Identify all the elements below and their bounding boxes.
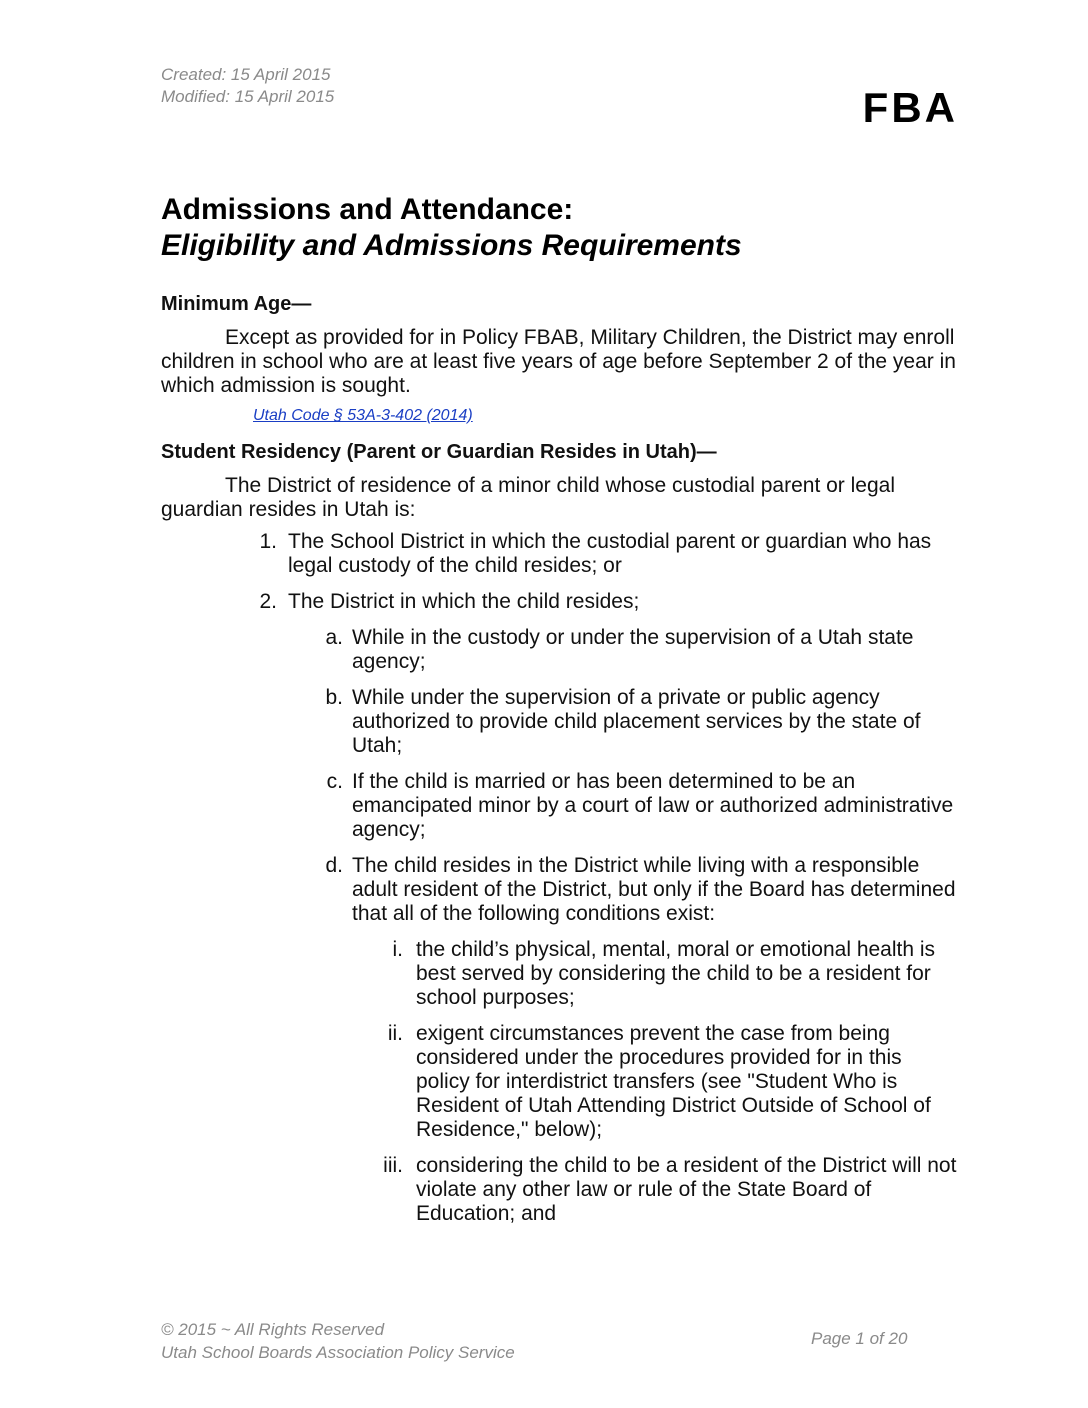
list-item-letter: d.	[325, 854, 343, 877]
page-title	[161, 192, 742, 264]
utah-code-link[interactable]: Utah Code § 53A-3-402 (2014)	[253, 407, 473, 424]
list-item-text: The child resides in the District while living with a responsible adult resident of the District, but only if the Board has determined that all of the following conditions exist:	[352, 854, 956, 925]
list-item-text: If the child is married or has been determined to be an emancipated minor by a court of law or authorized administrative agency;	[352, 770, 954, 841]
section-heading-residency: Student Residency (Parent or Guardian Resides in Utah)—	[161, 441, 717, 463]
list-item-text: The District in which the child resides;	[288, 590, 640, 613]
title-main: Admissions and Attendance:	[161, 193, 574, 226]
list-item-text: The School District in which the custodial parent or guardian who has legal custody of the child resides; or	[288, 530, 932, 577]
paragraph-residency: The District of residence of a minor child whose custodial parent or legal guardian resides in Utah is:	[161, 474, 895, 521]
list-item-roman: i.	[392, 938, 403, 961]
list-item-text: While in the custody or under the supervision of a Utah state agency;	[352, 626, 914, 673]
page-number: Page 1 of 20	[811, 1329, 908, 1348]
document-metadata	[161, 64, 334, 108]
list-item	[161, 854, 961, 926]
list-item	[161, 686, 961, 758]
footer-copyright	[161, 1318, 515, 1364]
section-heading-minimum-age: Minimum Age—	[161, 293, 312, 315]
list-item	[161, 938, 961, 1010]
list-item	[161, 1154, 961, 1226]
list-item-letter: a.	[325, 626, 343, 649]
list-item-text: While under the supervision of a private or public agency authorized to provide child placement services by the state of Utah;	[352, 686, 921, 757]
residency-sublist	[161, 626, 961, 926]
policy-service-text: Utah School Boards Association Policy Service	[161, 1343, 515, 1362]
policy-code: FBA	[862, 84, 958, 131]
modified-date: Modified: 15 April 2015	[161, 87, 335, 106]
list-item	[161, 626, 961, 674]
paragraph-minimum-age: Except as provided for in Policy FBAB, Military Children, the District may enroll children in school who are at least five years of age before September 2 of the year in which admission is sought.	[161, 326, 956, 397]
list-item-text: the child’s physical, mental, moral or emotional health is best served by considering the child to be a resident for school purposes;	[416, 938, 936, 1009]
list-item-letter: c.	[326, 770, 343, 793]
list-item-number: 1.	[259, 530, 277, 553]
list-item	[161, 1022, 961, 1142]
list-item-roman: iii.	[383, 1154, 403, 1177]
list-item	[161, 590, 961, 614]
list-item-text: exigent circumstances prevent the case from being considered under the procedures provided for in this policy for interdistrict transfers (see "Student Who is Resident of Utah Attending District Outside of School of Residence," below);	[416, 1022, 931, 1141]
residency-list	[161, 530, 961, 614]
list-item	[161, 770, 961, 842]
conditions-sublist	[161, 938, 961, 1226]
list-item	[161, 530, 961, 578]
title-subtitle: Eligibility and Admissions Requirements	[161, 229, 742, 262]
list-item-letter: b.	[325, 686, 343, 709]
list-item-roman: ii.	[387, 1022, 403, 1045]
document-body	[161, 292, 961, 1238]
created-date: Created: 15 April 2015	[161, 65, 331, 84]
copyright-text: © 2015 ~ All Rights Reserved	[161, 1320, 385, 1339]
list-item-number: 2.	[259, 590, 277, 613]
list-item-text: considering the child to be a resident of the District will not violate any other law or rule of the State Board of Education; and	[416, 1154, 957, 1225]
